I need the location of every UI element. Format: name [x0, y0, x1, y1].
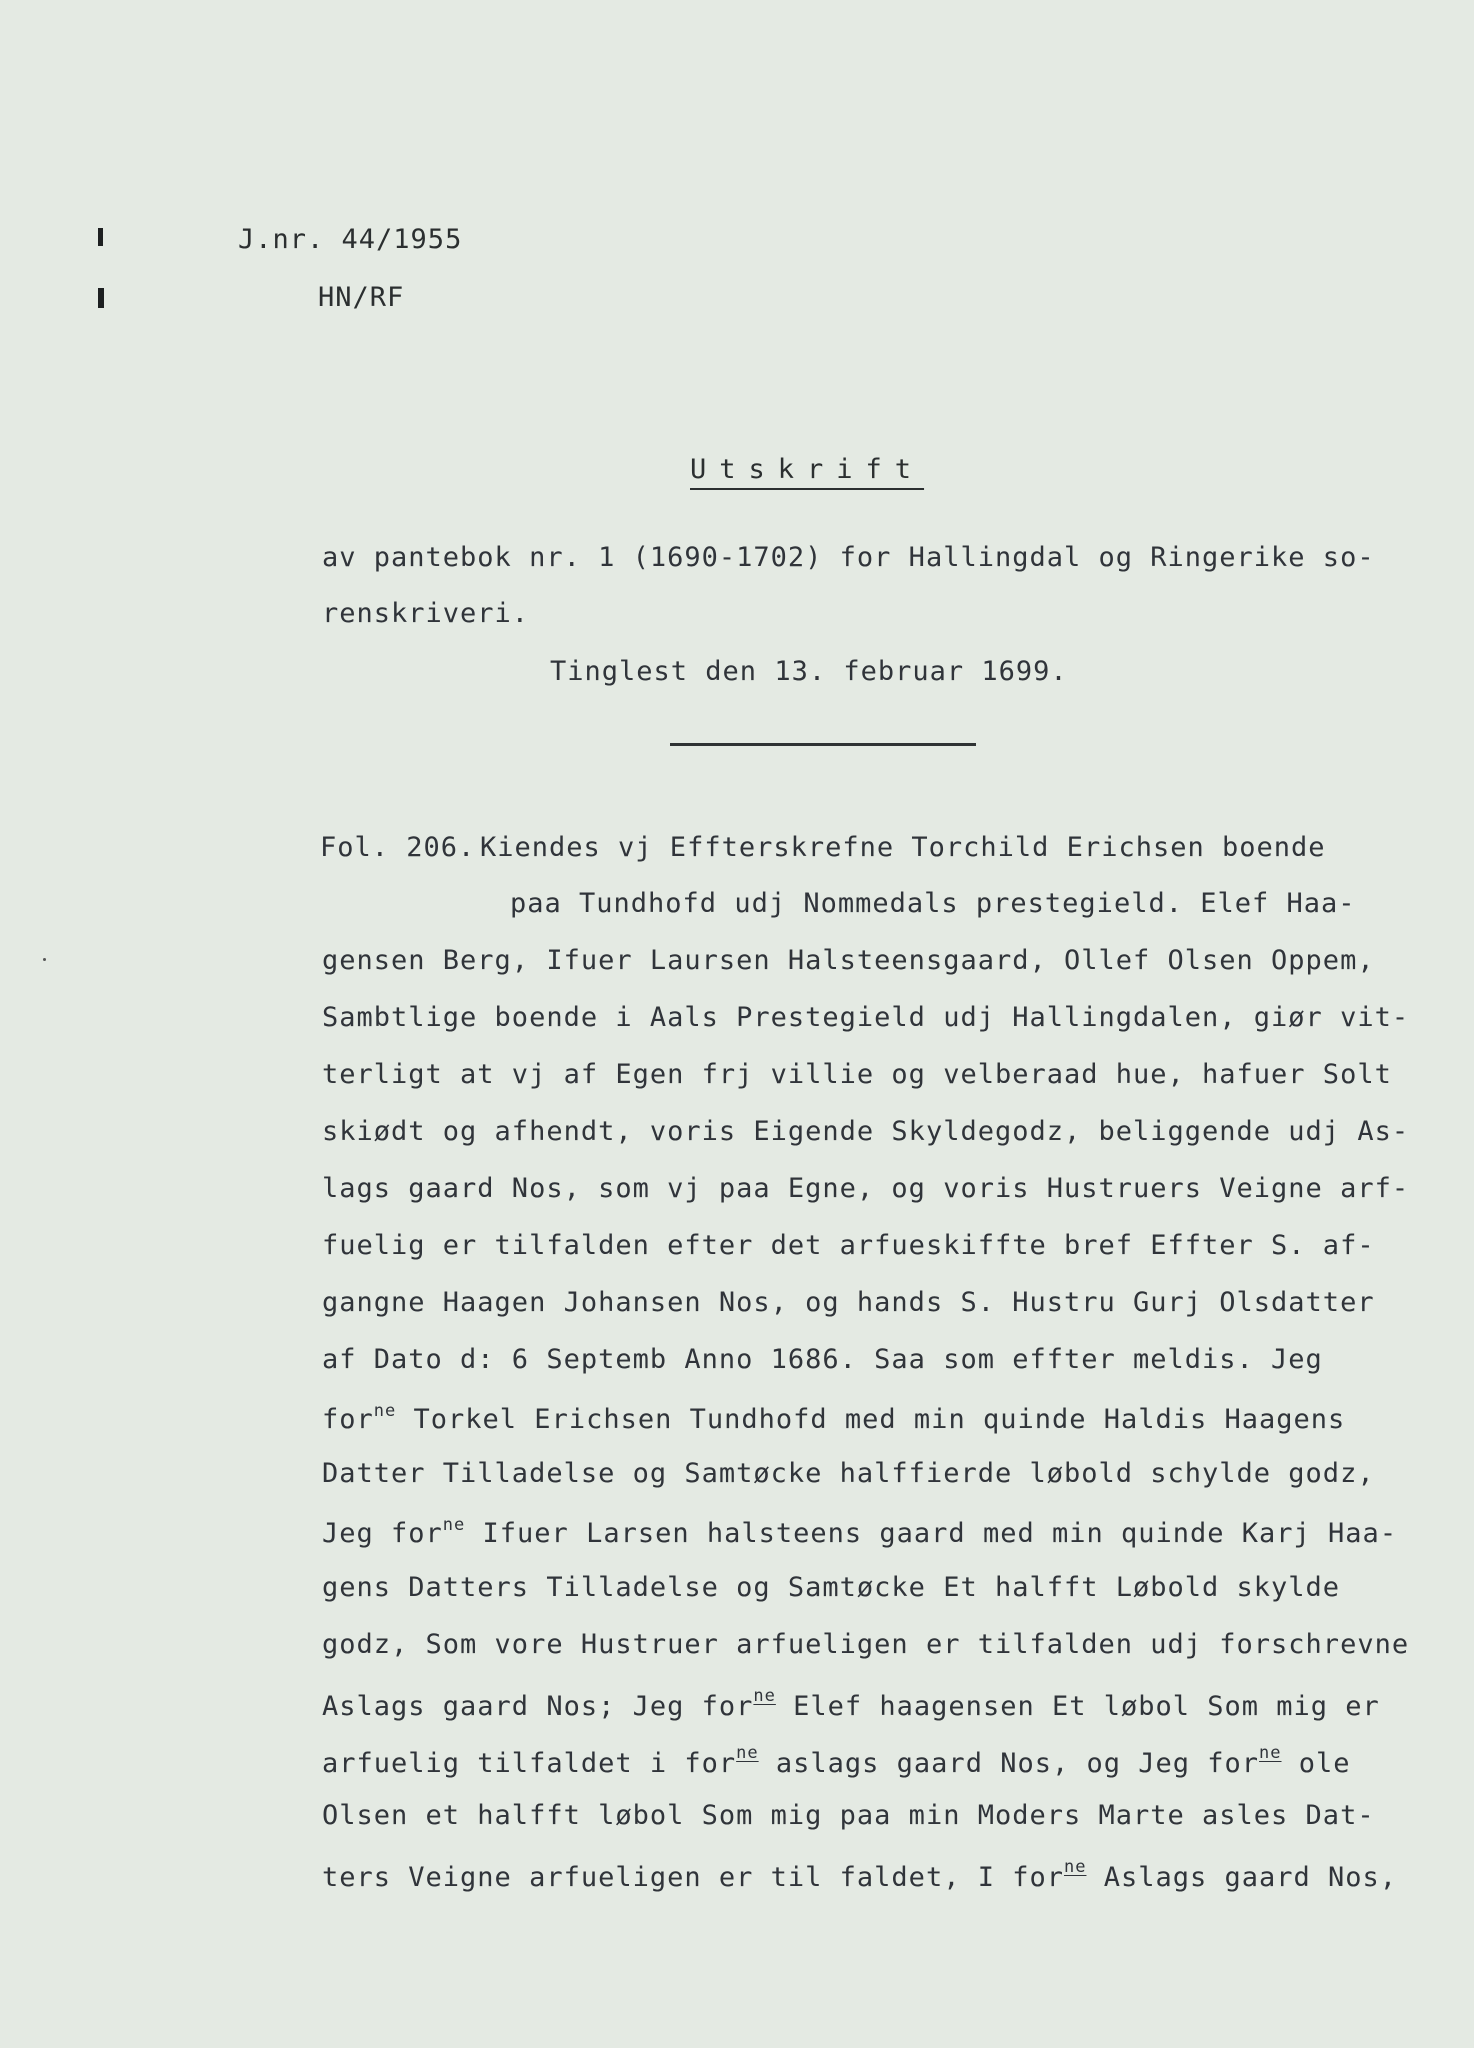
intro-line: renskriveri.: [322, 598, 530, 629]
body-text: for: [322, 1404, 374, 1435]
folio-reference: Fol. 206.: [320, 832, 476, 863]
body-text: arfuelig tilfaldet i for: [322, 1748, 737, 1779]
abbreviation-superscript: ne: [753, 1686, 776, 1706]
margin-mark: [98, 288, 104, 308]
body-line: [322, 1857, 1397, 1893]
body-text: Aslags gaard Nos,: [1086, 1862, 1398, 1893]
body-text: aslags gaard Nos, og Jeg for: [758, 1748, 1260, 1779]
margin-mark: [98, 228, 103, 246]
body-line: [322, 1686, 1380, 1722]
body-line: [322, 1401, 1345, 1435]
abbreviation-superscript: ne: [1259, 1743, 1282, 1763]
ink-dot: [43, 958, 46, 961]
body-text: ters Veigne arfueligen er til faldet, I for: [322, 1862, 1064, 1893]
abbreviation-superscript: ne: [373, 1401, 397, 1421]
body-line: Sambtlige boende i Aals Prestegield udj Hallingdalen, giør vit-: [322, 1002, 1410, 1033]
registration-date: Tinglest den 13. februar 1699.: [550, 656, 1068, 687]
journal-number: J.nr. 44/1955: [238, 224, 463, 255]
body-line: [322, 1743, 1351, 1779]
body-line: fuelig er tilfalden efter det arfueskiffte bref Effter S. af-: [322, 1230, 1375, 1261]
body-text: Jeg for: [322, 1518, 443, 1549]
body-line: Kiendes vj Effterskrefne Torchild Erichsen boende: [480, 832, 1326, 863]
body-text: Ifuer Larsen halsteens gaard med min quinde Karj Haa-: [465, 1518, 1398, 1549]
document-title: Utskrift: [690, 454, 925, 485]
body-line: gensen Berg, Ifuer Laursen Halsteensgaard, Ollef Olsen Oppem,: [322, 945, 1375, 976]
body-text: ole: [1281, 1748, 1351, 1779]
body-line: gangne Haagen Johansen Nos, og hands S. Hustru Gurj Olsdatter: [322, 1287, 1375, 1318]
body-line: [322, 1515, 1397, 1549]
body-text: Torkel Erichsen Tundhofd med min quinde Haldis Haagens: [396, 1404, 1346, 1435]
body-line: lags gaard Nos, som vj paa Egne, og voris Hustruers Veigne arf-: [322, 1173, 1410, 1204]
body-line: terligt at vj af Egen frj villie og velberaad hue, hafuer Solt: [322, 1059, 1392, 1090]
body-text: Elef haagensen Et løbol Som mig er: [775, 1691, 1380, 1722]
body-line: godz, Som vore Hustruer arfueligen er tilfalden udj forschrevne: [322, 1629, 1410, 1660]
body-line: Datter Tilladelse og Samtøcke halffierde løbold schylde godz,: [322, 1458, 1375, 1489]
abbreviation-superscript: ne: [736, 1743, 759, 1763]
intro-line: av pantebok nr. 1 (1690-1702) for Hallingdal og Ringerike so-: [322, 542, 1375, 573]
typist-initials: HN/RF: [318, 282, 405, 313]
body-line: paa Tundhofd udj Nommedals prestegield. Elef Haa-: [510, 888, 1356, 919]
body-line: skiødt og afhendt, voris Eigende Skyldegodz, beliggende udj As-: [322, 1116, 1410, 1147]
abbreviation-superscript: ne: [1063, 1857, 1087, 1877]
body-line: af Dato d: 6 Septemb Anno 1686. Saa som effter meldis. Jeg: [322, 1344, 1323, 1375]
body-text: Aslags gaard Nos; Jeg for: [322, 1691, 754, 1722]
abbreviation-superscript: ne: [442, 1515, 466, 1535]
divider-rule: [670, 743, 976, 746]
body-line: Olsen et halfft løbol Som mig paa min Moders Marte asles Dat-: [322, 1800, 1375, 1831]
body-line: gens Datters Tilladelse og Samtøcke Et halfft Løbold skylde: [322, 1572, 1341, 1603]
